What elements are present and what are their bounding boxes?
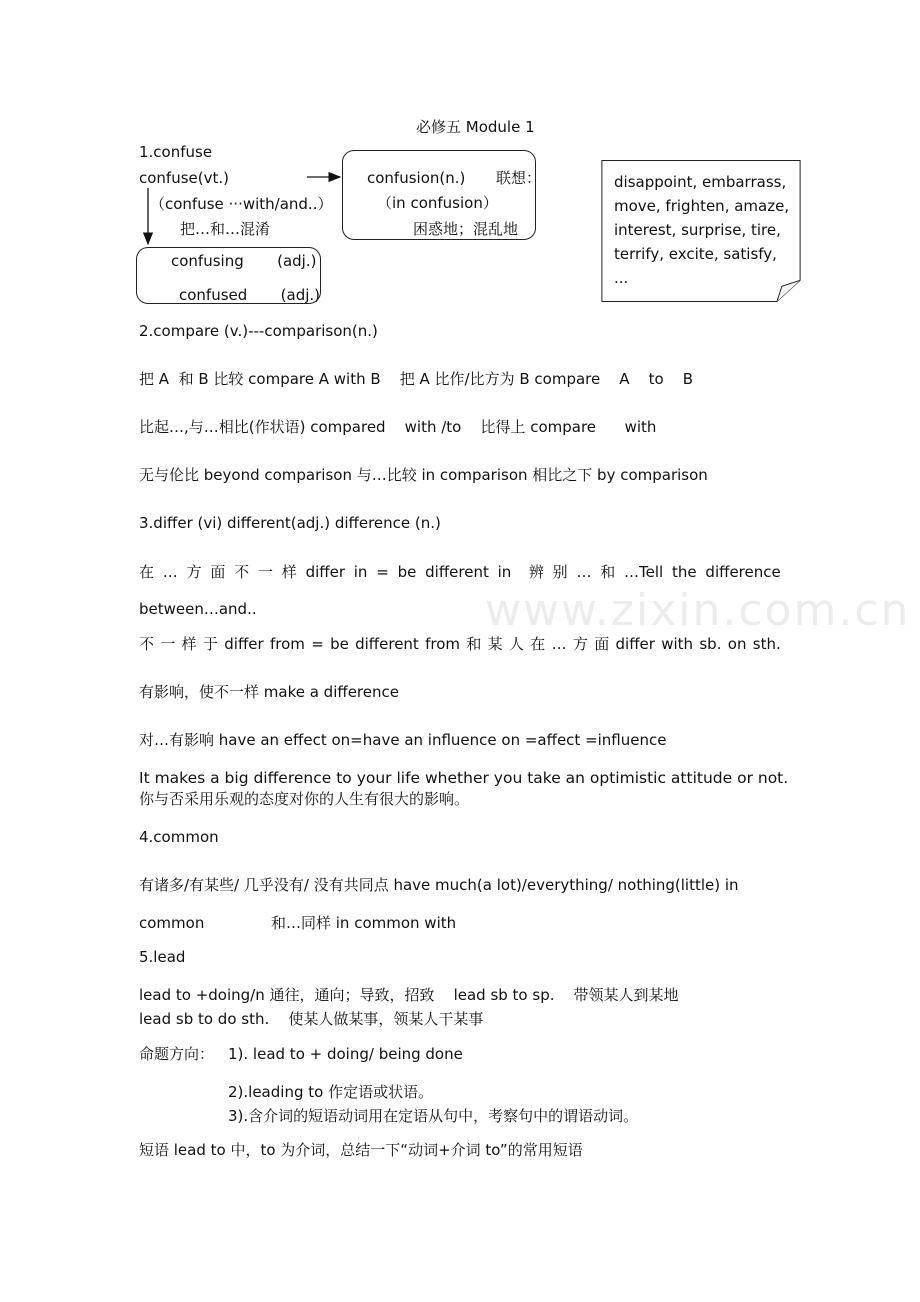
focus-item-1: 1). lead to + doing/ being done <box>228 1045 463 1063</box>
word: 一 <box>160 635 176 653</box>
example-english: It makes a big difference to your life whether you take an optimistic attitude or not. <box>139 769 789 787</box>
word: sb. <box>699 635 722 653</box>
confusing-adj: confusing (adj.) <box>171 252 317 270</box>
focus-item-3: 3).含介词的短语动词用在定语从句中，考察句中的谓语动词。 <box>228 1107 639 1125</box>
association-words: disappoint, embarrass, move, frighten, amaze, interest, surprise, tire, terrify, excite, satisfy, ... <box>614 173 790 287</box>
section-2-heading: 2.compare (v.)---comparison(n.) <box>139 322 378 340</box>
confusion-phrase: （in confusion） <box>377 194 498 212</box>
section-4-heading: 4.common <box>139 828 219 846</box>
word: 和 <box>600 563 616 581</box>
page-title: 必修五 Module 1 <box>416 118 535 136</box>
word: …Tell <box>624 563 664 581</box>
word: the <box>672 563 697 581</box>
word: 方 <box>186 563 202 581</box>
word: 面 <box>210 563 226 581</box>
word: from <box>425 635 461 653</box>
word: 某 <box>487 635 503 653</box>
association-label: 联想： <box>496 169 542 187</box>
word: 样 <box>181 635 197 653</box>
word: from <box>269 635 305 653</box>
compare-line-3: 无与伦比 beyond comparison 与…比较 in comparison 相比之下 by comparison <box>139 466 708 484</box>
watermark: www.zixin.com.cn <box>485 585 911 636</box>
word: in <box>497 563 512 581</box>
word: with <box>661 635 694 653</box>
word: 方 <box>572 635 588 653</box>
compare-line-2: 比起…,与…相比(作状语) compared with /to 比得上 compare with <box>139 418 657 436</box>
section-3-heading: 3.differ (vi) different(adj.) difference (n.) <box>139 514 441 532</box>
word: be <box>330 635 349 653</box>
word: on <box>727 635 747 653</box>
differ-line-1 <box>139 562 781 582</box>
word: … <box>576 563 592 581</box>
confuse-meaning: 把…和…混淆 <box>180 220 271 238</box>
word: 不 <box>139 635 155 653</box>
confuse-verb: confuse(vt.) <box>139 169 229 187</box>
word: differ <box>224 635 264 653</box>
confusion-noun: confusion(n.) <box>367 169 466 187</box>
lead-summary: 短语 lead to 中，to 为介词，总结一下“动词+介词 to”的常用短语 <box>139 1141 583 1159</box>
focus-item-2: 2).leading to 作定语或状语。 <box>228 1083 434 1101</box>
word: … <box>162 563 178 581</box>
differ-line-4: 对…有影响 have an effect on=have an influence on =affect =influence <box>139 731 667 749</box>
word: = <box>311 635 324 653</box>
word: 样 <box>281 563 297 581</box>
word: 辨 <box>528 563 544 581</box>
lead-line-2: lead sb to do sth. 使某人做某事，领某人干某事 <box>139 1010 484 1028</box>
common-line-2a: common <box>139 914 205 932</box>
compare-line-1: 把 A 和 B 比较 compare A with B 把 A 比作/比方为 B compare A to B <box>139 370 694 388</box>
confused-adj: confused (adj.) <box>179 286 321 304</box>
word: 人 <box>508 635 524 653</box>
word: 面 <box>594 635 610 653</box>
word: 和 <box>466 635 482 653</box>
differ-line-3: 有影响，使不一样 make a difference <box>139 683 399 701</box>
word: different <box>425 563 489 581</box>
word: 在 <box>530 635 546 653</box>
word: = <box>376 563 389 581</box>
word: differ <box>305 563 345 581</box>
common-line-2b: 和…同样 in common with <box>271 914 457 932</box>
example-chinese: 你与否采用乐观的态度对你的人生有很大的影响。 <box>139 790 470 808</box>
lead-line-1: lead to +doing/n 通往，通向；导致，招致 lead sb to sp. 带领某人到某地 <box>139 986 679 1004</box>
confuse-usage: （confuse ···with/and..） <box>150 195 333 213</box>
word: 别 <box>552 563 568 581</box>
confusion-meaning: 困惑地；混乱地 <box>413 220 519 238</box>
word: be <box>397 563 417 581</box>
common-line-1: 有诸多/有某些/ 几乎没有/ 没有共同点 have much(a lot)/everything/ nothing(little) in <box>139 876 739 894</box>
focus-label: 命题方向： <box>139 1045 215 1063</box>
word: 一 <box>257 563 273 581</box>
word: difference <box>705 563 781 581</box>
differ-line-1b: between…and.. <box>139 600 257 618</box>
word: different <box>355 635 419 653</box>
word: sth. <box>752 635 781 653</box>
word: 于 <box>202 635 218 653</box>
section-5-heading: 5.lead <box>139 948 186 966</box>
word: in <box>353 563 368 581</box>
word: 在 <box>139 563 155 581</box>
word: … <box>551 635 567 653</box>
word: differ <box>615 635 655 653</box>
differ-line-2 <box>139 634 781 654</box>
section-1-heading: 1.confuse <box>139 143 213 161</box>
word: 不 <box>234 563 250 581</box>
